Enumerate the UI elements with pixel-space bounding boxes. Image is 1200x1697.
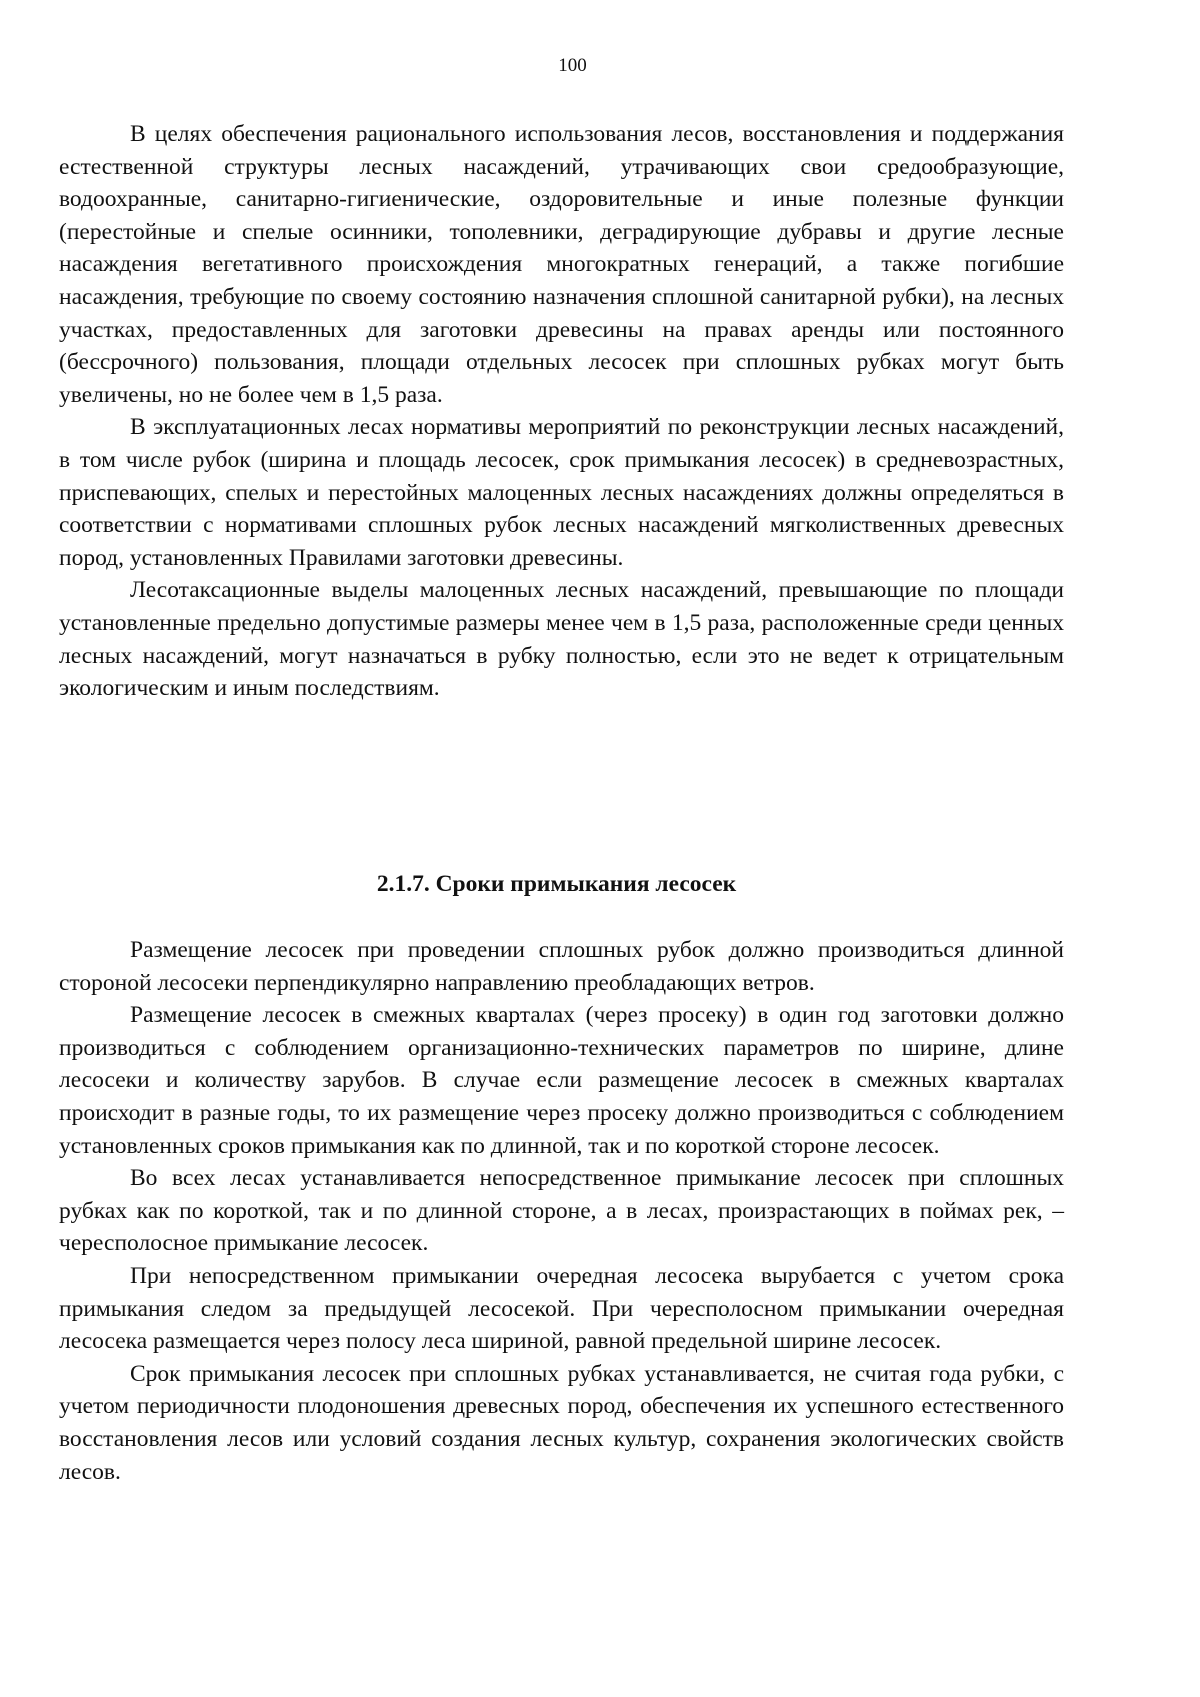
paragraph: В эксплуатационных лесах нормативы мероприятий по реконструкции лесных насаждений, в том числе рубок (ширина и площадь лесосек, срок примыкания лесосек) в средневозрастных, приспевающих, спелых и перестойных малоценных лесных насаждениях должны определяться в соответствии с нормативами сплошных рубок лесных насаждений мягколиственных древесных пород, установленных Правилами заготовки древесины. bbox=[59, 414, 1064, 571]
page-number: 100 bbox=[558, 55, 587, 76]
section-heading: 2.1.7. Сроки примыкания лесосек bbox=[376, 871, 737, 897]
paragraph: Лесотаксационные выделы малоценных лесных насаждений, превышающие по площади установленные предельно допустимые размеры менее чем в 1,5 раза, расположенные среди ценных лесных насаждений, могут назначаться в рубку полностью, если это не ведет к отрицательным экологическим и иным последствиям. bbox=[59, 577, 1064, 702]
section-2-1-7 bbox=[59, 868, 1064, 1488]
intro-text-block bbox=[59, 118, 1064, 705]
paragraph: В целях обеспечения рационального использования лесов, восстановления и поддержания естественной структуры лесных насаждений, утрачивающих свои средообразующие, водоохранные, санитарно-гигиенические, оздоровительные и иные полезные функции (перестойные и спелые осинники, тополевники, деградирующие дубравы и другие лесные насаждения вегетативного происхождения многократных генераций, а также погибшие насаждения, требующие по своему состоянию назначения сплошной санитарной рубки), на лесных участках, предоставленных для заготовки древесины на правах аренды или постоянного (бессрочного) пользования, площади отдельных лесосек при сплошных рубках могут быть увеличены, но не более чем в 1,5 раза. bbox=[59, 121, 1064, 408]
paragraph: Срок примыкания лесосек при сплошных рубках устанавливается, не считая года рубки, с учетом периодичности плодоношения древесных пород, обеспечения их успешного естественного восстановления лесов или условий создания лесных культур, сохранения экологических свойств лесов. bbox=[59, 1360, 1064, 1485]
paragraph: Размещение лесосек в смежных кварталах (через просеку) в один год заготовки должно производиться с соблюдением организационно-технических параметров по ширине, длине лесосеки и количеству зарубов. В случае если размещение лесосек в смежных кварталах происходит в разные годы, то их размещение через просеку должно производиться с соблюдением установленных сроков примыкания как по длинной, так и по короткой стороне лесосек. bbox=[59, 1002, 1064, 1159]
paragraph: При непосредственном примыкании очередная лесосека вырубается с учетом срока примыкания следом за предыдущей лесосекой. При чересполосном примыкании очередная лесосека размещается через полосу леса шириной, равной предельной ширине лесосек. bbox=[59, 1262, 1064, 1355]
paragraph: Размещение лесосек при проведении сплошных рубок должно производиться длинной стороной лесосеки перпендикулярно направлению преобладающих ветров. bbox=[59, 937, 1064, 996]
paragraph: Во всех лесах устанавливается непосредственное примыкание лесосек при сплошных рубках как по короткой, так и по длинной стороне, а в лесах, произрастающих в поймах рек, – чересполосное примыкание лесосек. bbox=[59, 1165, 1064, 1257]
